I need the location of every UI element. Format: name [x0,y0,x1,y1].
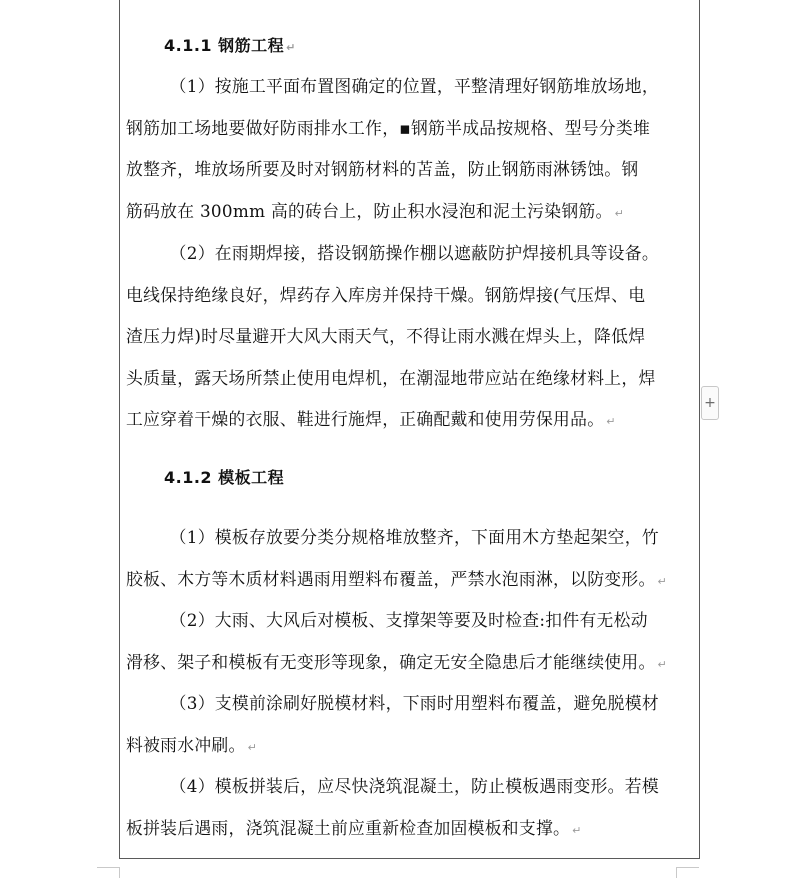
text-line: （1）模板存放要分类分规格堆放整齐，下面用木方垫起架空，竹 [169,527,659,547]
text-line: 筋码放在 300mm 高的砖台上，防止积水浸泡和泥土污染钢筋。 [126,200,613,221]
paragraph-formwork-2 [126,600,696,685]
page-corner-mark-left [97,867,120,878]
text-line: 滑移、架子和模板有无变形等现象，确定无安全隐患后才能继续使用。 [126,651,656,672]
text-line: 胶板、木方等木质材料遇雨用塑料布覆盖，严禁水泡雨淋，以防变形。 [126,568,656,589]
text-line: 板拼装后遇雨，浇筑混凝土前应重新检查加固模板和支撑。 [126,817,571,838]
text-line: （3）支模前涂刷好脱模材料，下雨时用塑料布覆盖，避免脱模材 [169,693,659,713]
text-line: 头质量，露天场所禁止使用电焊机，在潮湿地带应站在绝缘材料上，焊 [126,367,656,388]
text-line: 料被雨水冲刷。 [126,734,246,755]
text-line: 钢筋加工场地要做好防雨排水工作，▪钢筋半成品按规格、型号分类堆 [126,117,651,138]
section-heading-4-1-1: 4.1.1 钢筋工程 ↵ [164,36,296,55]
paragraph-mark-icon: ↵ [572,823,582,837]
paragraph-mark-icon: ↵ [606,415,616,429]
text-line: 工应穿着干燥的衣服、鞋进行施焊，正确配戴和使用劳保用品。 [126,409,605,430]
paragraph-formwork-1 [126,517,696,602]
paragraph-formwork-4 [126,766,696,851]
paragraph-rebar-1 [126,66,696,234]
paragraph-formwork-3 [126,683,696,768]
text-line: （1）按施工平面布置图确定的位置，平整清理好钢筋堆放场地， [169,76,659,96]
text-line: （2）大雨、大风后对模板、支撑架等要及时检查:扣件有无松动 [169,610,648,630]
text-line: （4）模板拼装后，应尽快浇筑混凝土，防止模板遇雨变形。若模 [169,776,659,796]
text-line: 渣压力焊)时尽量避开大风大雨天气，不得让雨水溅在焊头上，降低焊 [126,326,646,347]
paragraph-rebar-2 [126,233,696,443]
add-block-button[interactable]: + [701,386,719,420]
section-heading-4-1-2: 4.1.2 模板工程 [164,468,285,487]
paragraph-mark-icon: ↵ [657,574,668,588]
text-line: 放整齐，堆放场所要及时对钢筋材料的苫盖，防止钢筋雨淋锈蚀。钢 [126,159,639,180]
paragraph-mark-icon: ↵ [286,41,296,54]
paragraph-mark-icon: ↵ [614,206,625,220]
text-line: 电线保持绝缘良好，焊药存入库房并保持干燥。钢筋焊接(气压焊、电 [126,284,646,305]
page-corner-mark-right [676,867,699,878]
paragraph-mark-icon: ↵ [657,657,668,671]
text-line: （2）在雨期焊接，搭设钢筋操作棚以遮蔽防护焊接机具等设备。 [169,243,659,263]
paragraph-mark-icon: ↵ [247,740,258,754]
